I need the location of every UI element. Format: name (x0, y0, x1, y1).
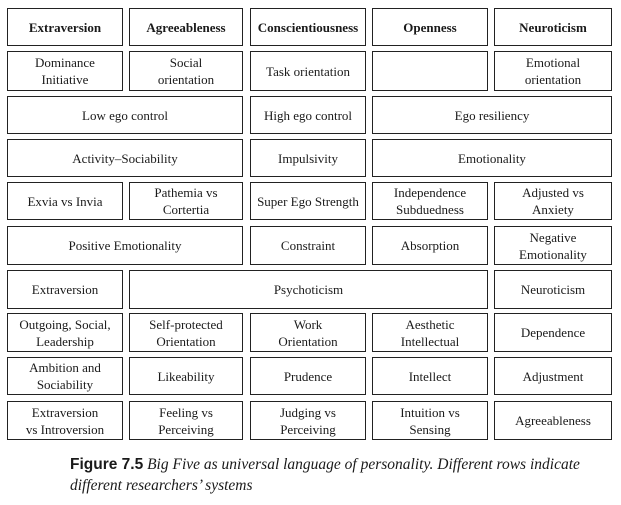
cell-ambition-and-sociability-text: Ambition and Sociability (29, 360, 101, 392)
cell-absorption-text: Absorption (400, 238, 460, 253)
cell-super-ego-strength-text: Super Ego Strength (257, 193, 359, 209)
cell-extraversion-vs-introversion (7, 401, 123, 440)
cell-outgoing-social-leadership-text: Outgoing, Social, Leadership (19, 316, 111, 349)
cell-psychoticism-text: Psychoticism (273, 282, 344, 297)
cell-agreeableness (494, 401, 612, 440)
cell-intuition-vs-sensing-text: Intuition vs Sensing (400, 404, 460, 437)
cell-agreeableness-text: Agreeableness (515, 413, 591, 428)
cell-dominance-initiative-text: Dominance Initiative (35, 55, 95, 87)
header-agreeableness-text: Agreeableness (146, 19, 226, 35)
cell-judging-vs-perceiving (250, 401, 366, 440)
cell-social-orientation-text: Social orientation (157, 55, 215, 87)
cell-ego-resiliency-text: Ego resiliency (454, 107, 530, 123)
cell-activity-sociability (7, 139, 243, 177)
header-neuroticism-text: Neuroticism (519, 19, 587, 35)
header-agreeableness (129, 8, 243, 46)
cell-impulsivity-text: Impulsivity (278, 150, 338, 166)
cell-work-orientation-text: Work Orientation (278, 316, 338, 349)
cell-impulsivity (250, 139, 366, 177)
cell-activity-sociability-text: Activity–Sociability (72, 150, 178, 166)
cell-intellect-text: Intellect (408, 368, 452, 384)
cell-outgoing-social-leadership (7, 313, 123, 352)
cell-exvia-vs-invia (7, 182, 123, 220)
cell-absorption (372, 226, 488, 265)
cell-extraversion (7, 270, 123, 309)
cell-empty (372, 51, 488, 91)
cell-likeability (129, 357, 243, 395)
cell-intuition-vs-sensing (372, 401, 488, 440)
cell-dependence-text: Dependence (520, 325, 586, 340)
cell-ambition-and-sociability (7, 357, 123, 395)
header-extraversion (7, 8, 123, 46)
cell-neuroticism (494, 270, 612, 309)
header-openness (372, 8, 488, 46)
cell-task-orientation-text: Task orientation (266, 63, 350, 79)
cell-constraint-text: Constraint (280, 238, 336, 253)
cell-ego-resiliency (372, 96, 612, 134)
cell-pathemia-vs-cortertia (129, 182, 243, 220)
cell-emotional-orientation-text: Emotional orientation (524, 55, 582, 87)
cell-constraint (250, 226, 366, 265)
cell-dominance-initiative (7, 51, 123, 91)
cell-judging-vs-perceiving-text: Judging vs Perceiving (280, 404, 336, 437)
caption-text: Big Five as universal language of personality. Different rows indicate different researchers’ systems (70, 456, 580, 494)
cell-self-protected-orientation-text: Self-protected Orientation (149, 316, 223, 349)
cell-low-ego-control (7, 96, 243, 134)
cell-independence-subduedness (372, 182, 488, 220)
cell-work-orientation (250, 313, 366, 352)
header-conscientiousness-text: Conscientiousness (257, 19, 359, 35)
cell-prudence-text: Prudence (283, 368, 333, 384)
cell-self-protected-orientation (129, 313, 243, 352)
cell-psychoticism (129, 270, 488, 309)
cell-task-orientation (250, 51, 366, 91)
cell-aesthetic-intellectual (372, 313, 488, 352)
cell-dependence (494, 313, 612, 352)
cell-feeling-vs-perceiving (129, 401, 243, 440)
cell-exvia-vs-invia-text: Exvia vs Invia (27, 193, 103, 209)
cell-intellect (372, 357, 488, 395)
header-neuroticism (494, 8, 612, 46)
cell-pathemia-vs-cortertia-text: Pathemia vs Cortertia (154, 185, 218, 217)
cell-neuroticism-text: Neuroticism (520, 282, 586, 297)
cell-positive-emotionality (7, 226, 243, 265)
cell-extraversion-vs-introversion-text: Extraversion vs Introversion (25, 404, 105, 437)
cell-prudence (250, 357, 366, 395)
cell-adjustment-text: Adjustment (522, 368, 584, 384)
cell-negative-emotionality-text: Negative Emotionality (519, 229, 587, 262)
cell-social-orientation (129, 51, 243, 91)
figure-caption (70, 454, 610, 496)
header-extraversion-text: Extraversion (28, 19, 102, 35)
cell-aesthetic-intellectual-text: Aesthetic Intellectual (400, 316, 460, 349)
cell-super-ego-strength (250, 182, 366, 220)
cell-adjusted-vs-anxiety-text: Adjusted vs Anxiety (522, 185, 584, 217)
caption-label: Figure 7.5 (70, 456, 144, 473)
cell-feeling-vs-perceiving-text: Feeling vs Perceiving (158, 404, 214, 437)
header-openness-text: Openness (403, 19, 457, 35)
cell-independence-subduedness-text: Independence Subduedness (393, 185, 467, 217)
cell-extraversion-text: Extraversion (31, 282, 99, 297)
cell-negative-emotionality (494, 226, 612, 265)
cell-high-ego-control-text: High ego control (263, 107, 353, 123)
cell-likeability-text: Likeability (157, 368, 215, 384)
cell-emotionality (372, 139, 612, 177)
cell-high-ego-control (250, 96, 366, 134)
cell-positive-emotionality-text: Positive Emotionality (68, 238, 182, 253)
cell-emotional-orientation (494, 51, 612, 91)
cell-low-ego-control-text: Low ego control (82, 107, 168, 123)
header-conscientiousness (250, 8, 366, 46)
cell-adjusted-vs-anxiety (494, 182, 612, 220)
cell-emotionality-text: Emotionality (458, 150, 526, 166)
cell-adjustment (494, 357, 612, 395)
